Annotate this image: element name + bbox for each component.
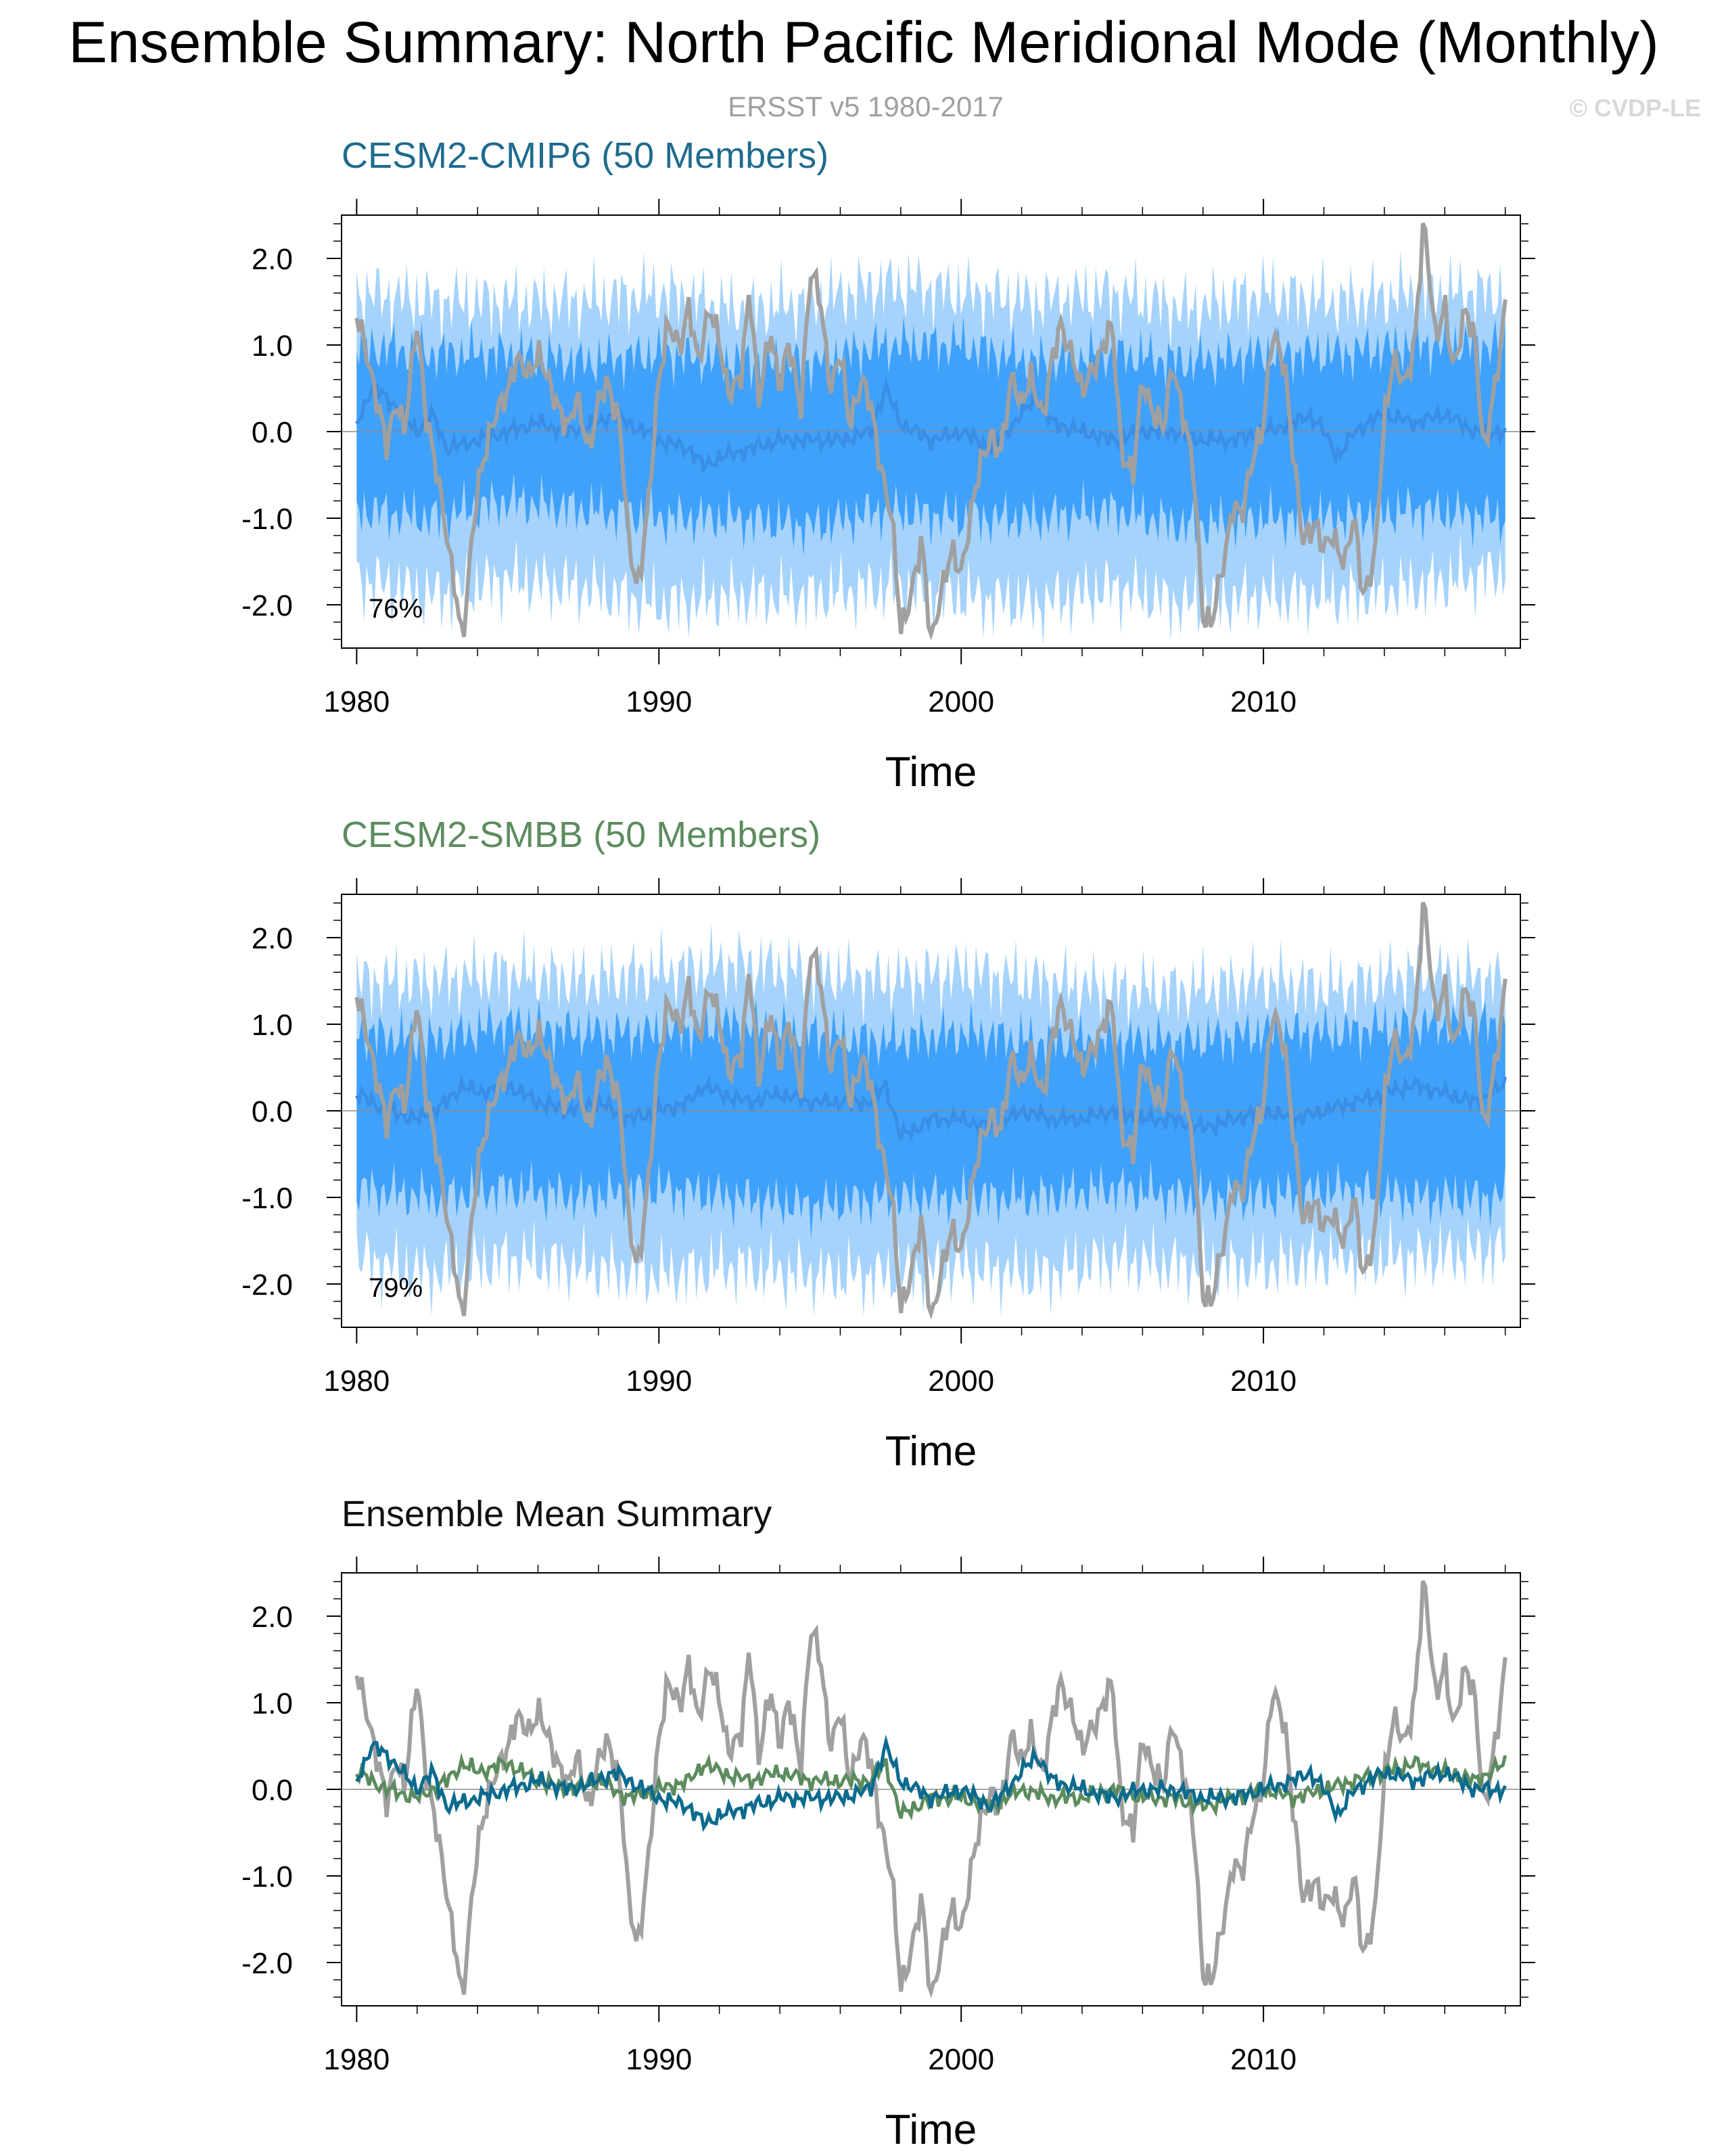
- y-tick-label: -2.0: [241, 1268, 293, 1302]
- y-tick-label: 0.0: [251, 416, 293, 449]
- y-tick-label: -2.0: [241, 1947, 293, 1980]
- chart-panel-2: [241, 815, 1535, 1475]
- x-tick-label: 1990: [626, 1364, 693, 1398]
- y-tick-label: 2.0: [251, 1601, 293, 1634]
- figure-subtitle: ERSST v5 1980-2017: [728, 91, 1004, 122]
- x-tick-label: 1980: [323, 1364, 390, 1398]
- x-tick-label: 1980: [323, 685, 390, 718]
- x-tick-label: 1990: [626, 2043, 693, 2076]
- x-tick-label: 1990: [626, 685, 693, 718]
- y-tick-label: -2.0: [241, 589, 293, 622]
- x-tick-label: 2000: [928, 1364, 995, 1398]
- x-axis-label: Time: [885, 749, 977, 796]
- figure-title: Ensemble Summary: North Pacific Meridional Mode (Monthly): [68, 10, 1659, 75]
- x-tick-label: 2000: [928, 2043, 995, 2076]
- y-tick-label: 2.0: [251, 243, 293, 276]
- chart-panel-1: [241, 135, 1535, 796]
- chart-title: Ensemble Mean Summary: [342, 1494, 772, 1534]
- x-axis-label: Time: [885, 2107, 977, 2153]
- x-axis-label: Time: [885, 1428, 977, 1475]
- percent-annotation: 79%: [369, 1273, 423, 1304]
- chart-panels: [241, 135, 1535, 2153]
- y-tick-label: 0.0: [251, 1774, 293, 1807]
- y-tick-label: 1.0: [251, 1687, 293, 1720]
- y-tick-label: -1.0: [241, 1182, 293, 1215]
- chart-title: CESM2-CMIP6 (50 Members): [342, 135, 829, 176]
- percent-annotation: 76%: [369, 594, 423, 624]
- x-tick-label: 2000: [928, 685, 995, 718]
- x-tick-label: 2010: [1230, 1364, 1297, 1398]
- y-tick-label: 2.0: [251, 922, 293, 955]
- y-tick-label: 1.0: [251, 329, 293, 363]
- copyright-label: © CVDP-LE: [1569, 94, 1701, 122]
- chart-title: CESM2-SMBB (50 Members): [342, 815, 821, 855]
- y-tick-label: 1.0: [251, 1009, 293, 1042]
- x-tick-label: 2010: [1230, 2043, 1297, 2076]
- x-tick-label: 2010: [1230, 685, 1297, 718]
- y-tick-label: 0.0: [251, 1095, 293, 1128]
- x-tick-label: 1980: [323, 2043, 390, 2076]
- y-tick-label: -1.0: [241, 503, 293, 536]
- y-tick-label: -1.0: [241, 1860, 293, 1894]
- chart-panel-3: [241, 1494, 1535, 2153]
